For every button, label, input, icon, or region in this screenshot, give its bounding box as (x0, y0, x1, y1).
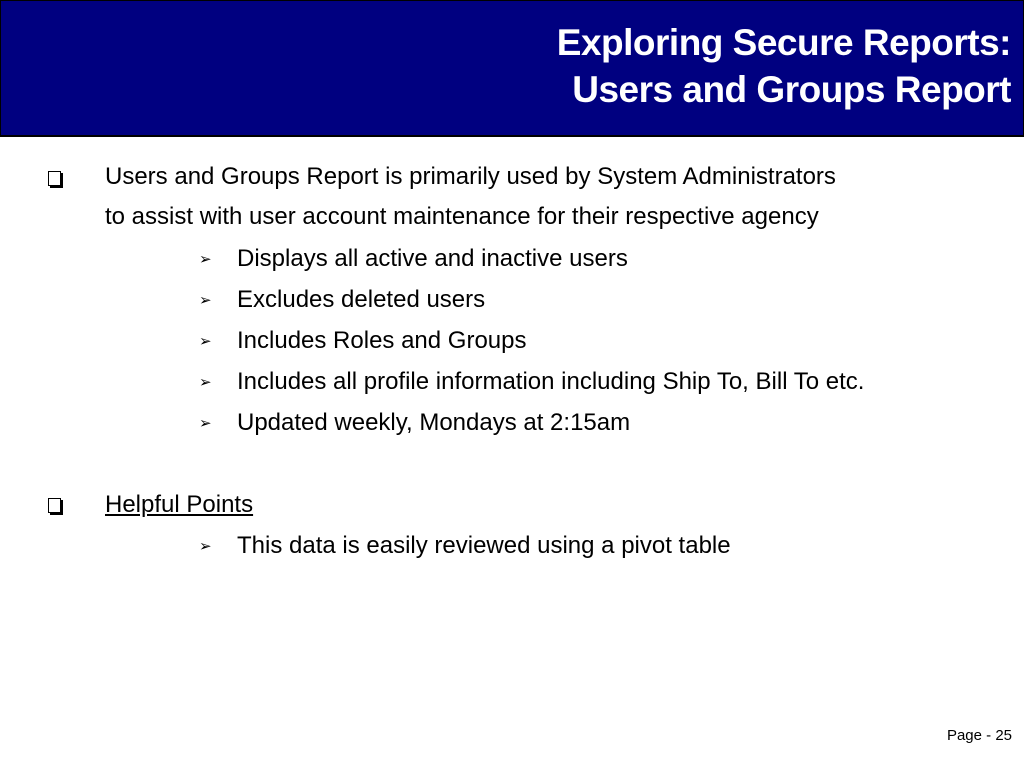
square-bullet-icon (48, 171, 61, 186)
bullet-text: Users and Groups Report is primarily used by System Administrators (105, 163, 836, 190)
title-line-1: Exploring Secure Reports: (556, 22, 1011, 63)
page-number: Page - 25 (946, 727, 1012, 744)
slide-title (557, 19, 1011, 113)
title-line-2: Users and Groups Report (572, 69, 1011, 110)
arrow-bullet-icon: ➢ (199, 538, 212, 555)
square-bullet-icon (48, 498, 61, 513)
arrow-bullet-icon: ➢ (199, 415, 212, 432)
sub-bullet: This data is easily reviewed using a pivot table (237, 532, 731, 559)
arrow-bullet-icon: ➢ (199, 333, 212, 350)
sub-bullet: Includes Roles and Groups (237, 327, 527, 354)
sub-bullet: Excludes deleted users (237, 286, 486, 313)
sub-bullet: Updated weekly, Mondays at 2:15am (237, 409, 631, 436)
sub-bullet: Displays all active and inactive users (237, 245, 628, 272)
arrow-bullet-icon: ➢ (199, 292, 212, 309)
arrow-bullet-icon: ➢ (199, 251, 212, 268)
arrow-bullet-icon: ➢ (199, 374, 212, 391)
sub-bullet: Includes all profile information including Ship To, Bill To etc. (237, 368, 865, 395)
slide-header (0, 0, 1024, 137)
helpful-points-heading: Helpful Points (105, 491, 254, 518)
bullet-text: to assist with user account maintenance for their respective agency (105, 203, 819, 230)
